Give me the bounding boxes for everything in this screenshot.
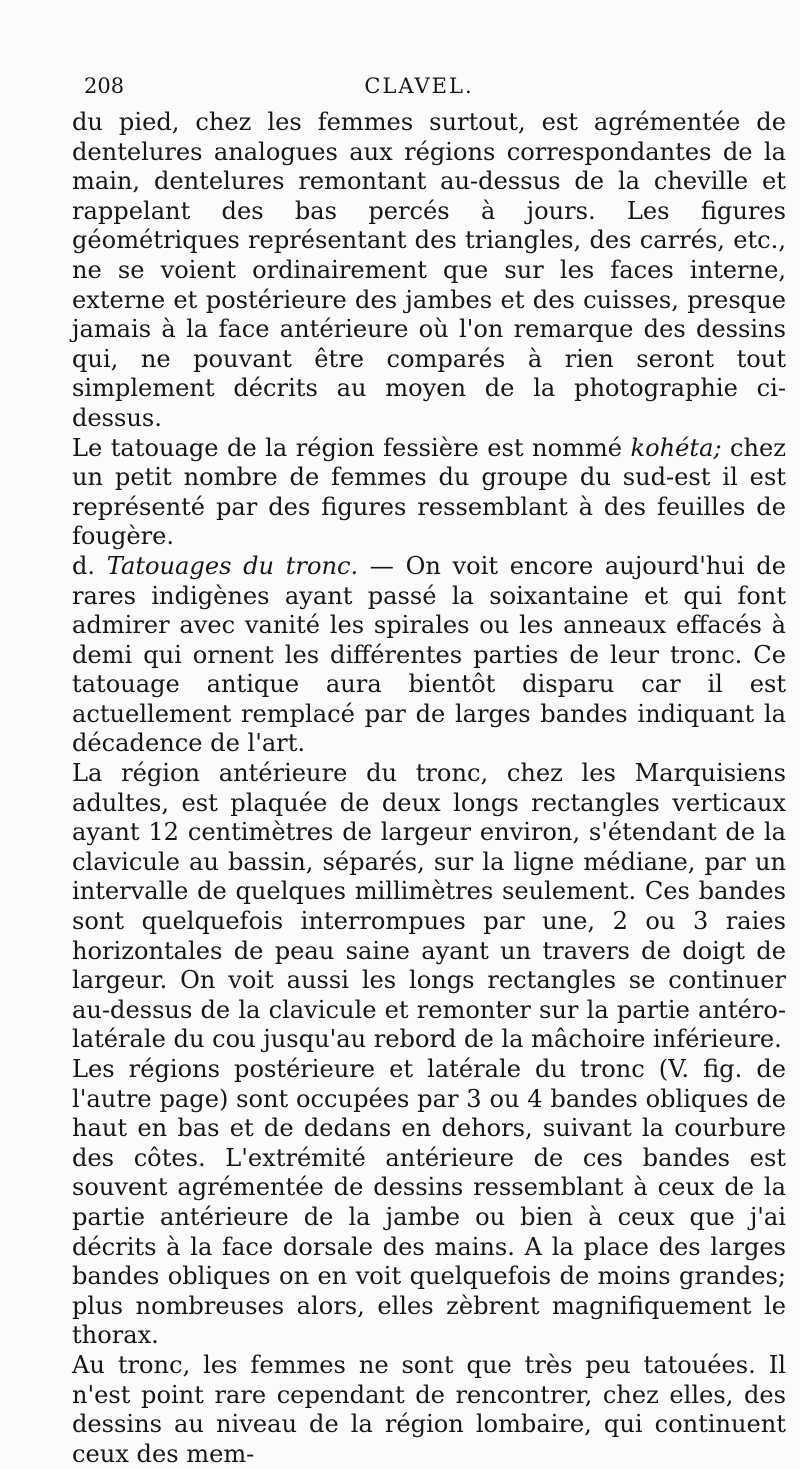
page-number: 208 — [84, 74, 125, 98]
paragraph: du pied, chez les femmes surtout, est agrémentée de dentelures analogues aux régions correspondantes de la main, dentelures remontant au-dessus de la cheville et rappelant des bas percés à jours. Les figures géométriques représentant des triangles, des carrés, etc., ne se voient ordinairement que sur les faces interne, externe et postérieure des jambes et des cuisses, presque jamais à la face antérieure où l'on remarque des dessins qui, ne pouvant être comparés à rien seront tout simplement décrits au moyen de la photographie ci-dessus. — [72, 108, 786, 432]
paragraph-text: Le tatouage de la région fessière est nommé — [72, 433, 631, 462]
paragraph — [72, 434, 786, 552]
paragraph-text: — On voit encore aujourd'hui de rares indigènes ayant passé la soixantaine et qui font admirer avec vanité les spirales ou les anneaux effacés à demi qui ornent les différentes parties de leur tronc. Ce tatouage antique aura bientôt disparu car il est actuellement remplacé par de larges bandes indiquant la décadence de l'art. — [72, 551, 786, 758]
paragraph — [72, 552, 786, 759]
page-header — [84, 74, 754, 104]
section-label: d. — [72, 551, 107, 580]
paragraph: Les régions postérieure et latérale du tronc (V. fig. de l'autre page) sont occupées par 3 ou 4 bandes obliques de haut en bas et de dedans en dehors, suivant la courbure des côtes. L'extrémité antérieure de ces bandes est souvent agrémentée de dessins ressemblant à ceux de la partie antérieure de la jambe ou bien à ceux que j'ai décrits à la face dorsale des mains. A la place des larges bandes obliques on en voit quelquefois de moins grandes; plus nombreuses alors, elles zèbrent magnifiquement le thorax. — [72, 1055, 786, 1350]
paragraph: Au tronc, les femmes ne sont que très peu tatouées. Il n'est point rare cependant de rencontrer, chez elles, des dessins au niveau de la région lombaire, qui continuent ceux des mem- — [72, 1350, 786, 1468]
paragraph: La région antérieure du tronc, chez les Marquisiens adultes, est plaquée de deux longs rectangles verticaux ayant 12 centimètres de largeur environ, s'étendant de la clavicule au bassin, séparés, sur la ligne médiane, par un intervalle de quelques millimètres seulement. Ces bandes sont quelquefois interrompues par une, 2 ou 3 raies horizontales de peau saine ayant un travers de doigt de largeur. On voit aussi les longs rectangles se continuer au-dessus de la clavicule et remonter sur la partie antéro-latérale du cou jusqu'au rebord de la mâchoire inférieure. — [72, 759, 786, 1054]
section-heading: Tatouages du tronc. — [106, 551, 359, 580]
italic-term: kohéta; — [630, 433, 722, 462]
running-head: CLAVEL. — [364, 74, 474, 98]
body-text — [72, 108, 786, 1469]
paragraph-text: chez un petit nombre de femmes du groupe du sud-est il est représenté par des figures ressemblant à des feuilles de fougère. — [72, 433, 787, 551]
